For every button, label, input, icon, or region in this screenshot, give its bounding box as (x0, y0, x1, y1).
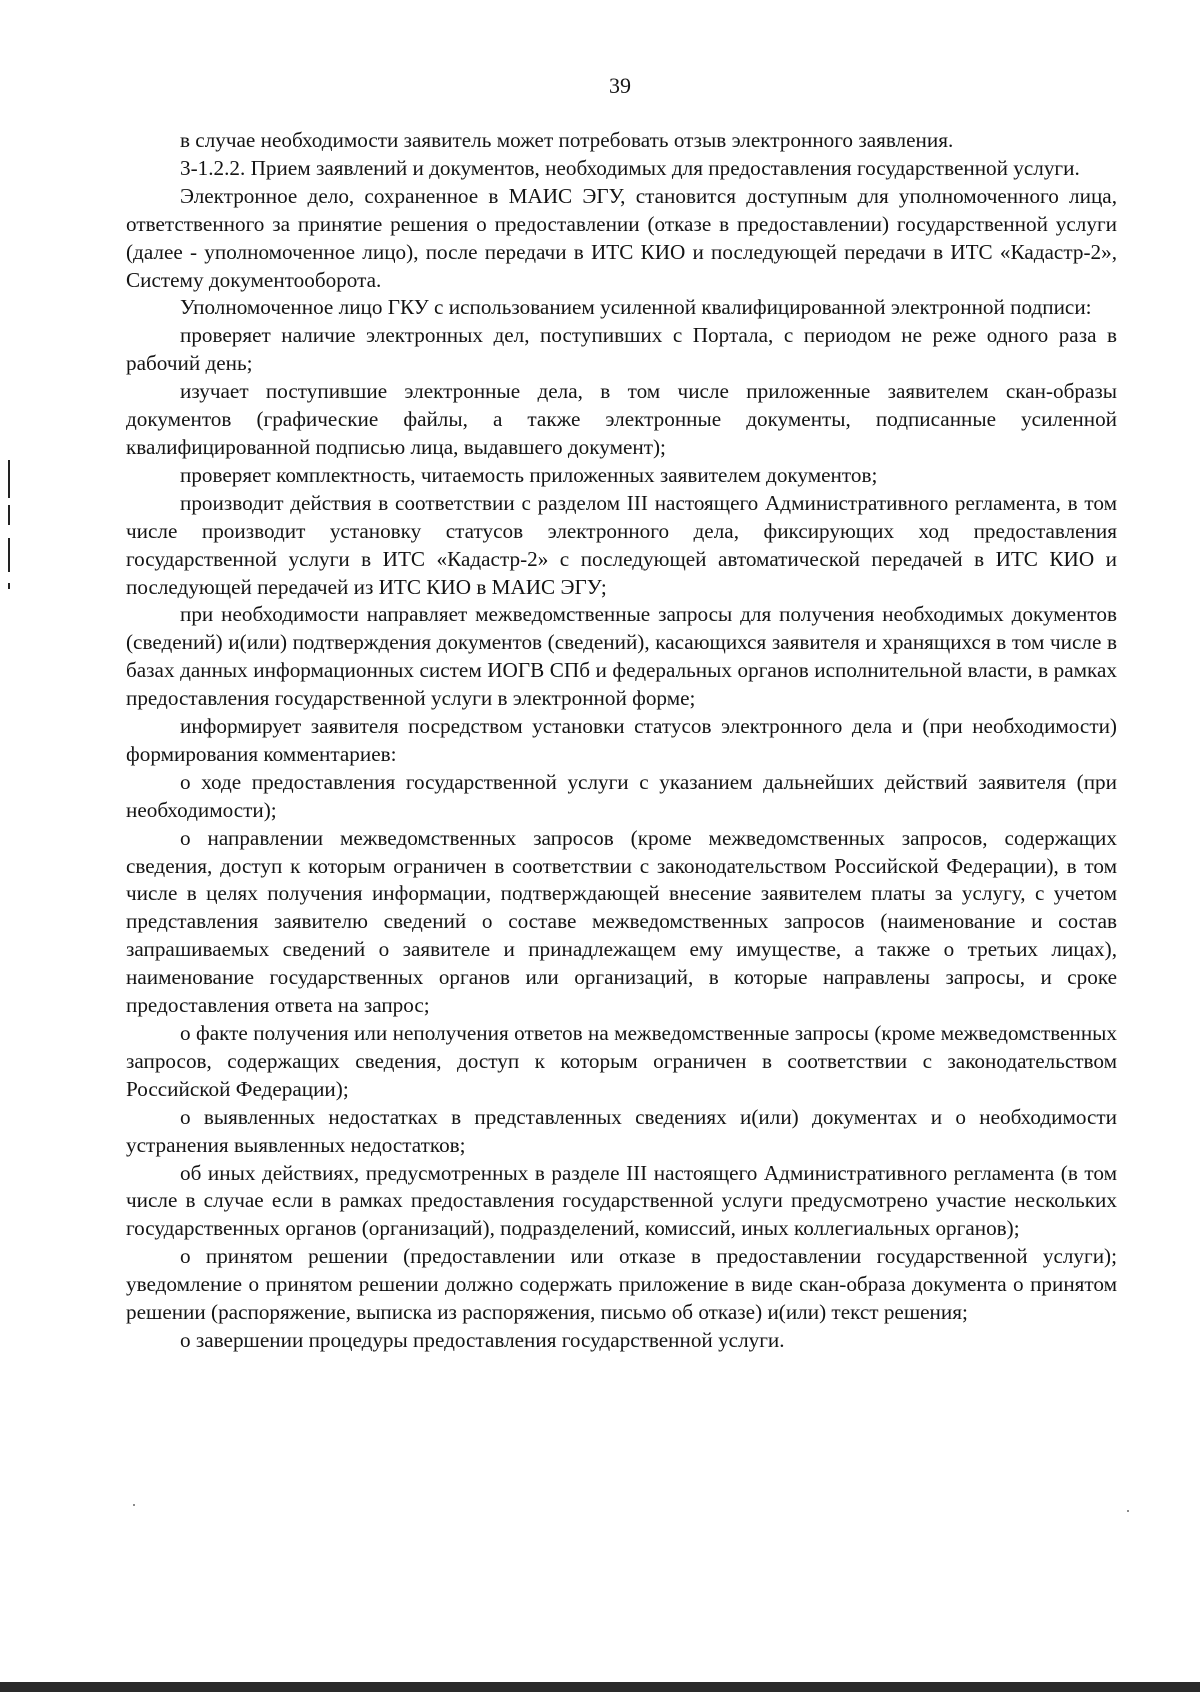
scan-bottom-edge (0, 1682, 1200, 1692)
list-item: изучает поступившие электронные дела, в том числе приложенные заявителем скан-образы документов (графические файлы, а также электронные документы, подписанные усиленной квалифицированной подписью лица, выдавшего документ); (126, 379, 1117, 459)
list-item: производит действия в соответствии с разделом III настоящего Административного регламента, в том числе производит установку статусов электронного дела, фиксирующих ход предоставления государственной услуги в ИТС «Кадастр-2» с последующей автоматической передачей в ИТС КИО и последующей передачей из ИТС КИО в МАИС ЭГУ; (126, 490, 1117, 599)
margin-revision-mark (8, 460, 10, 498)
sub-list-item: о принятом решении (предоставлении или отказе в предоставлении государственной услуги); уведомление о принятом решении должно содержать приложение в виде скан-образа документа о принятом решении (распоряжение, выписка из распоряжения, письмо об отказе) и(или) текст решения; (126, 1244, 1117, 1325)
margin-revision-mark (8, 538, 10, 572)
sub-list-item: о направлении межведомственных запросов (кроме межведомственных запросов, содержащих сведения, доступ к которым ограничен в соответствии с законодательством Российской Федерации), в том числе в целях получения информации, подтверждающей внесение заявителем платы за услугу, с учетом представления заявителю сведений о составе межведомственных запросов (наименование и состав запрашиваемых сведений о заявителе и принадлежащем ему имуществе, а также о третьих лицах), наименование государственных органов или организаций, в которые направлены запросы, и сроке предоставления ответа на запрос; (126, 825, 1117, 1018)
scan-speck (133, 1504, 135, 1506)
list-item: при необходимости направляет межведомственные запросы для получения необходимых документов (сведений) и(или) подтверждения документов (сведений), касающихся заявителя и хранящихся в том числе в базах данных информационных систем ИОГВ СПб и федеральных органов исполнительной власти, в рамках предоставления государственной услуги в электронной форме; (126, 602, 1117, 711)
section-heading: 3-1.2.2. Прием заявлений и документов, необходимых для предоставления государственной услуги. (180, 155, 1080, 180)
sub-list-item: о выявленных недостатках в представленных сведениях и(или) документах и о необходимости устранения выявленных недостатков; (126, 1104, 1117, 1157)
margin-revision-mark (8, 505, 10, 525)
paragraph: в случае необходимости заявитель может потребовать отзыв электронного заявления. (180, 128, 954, 152)
page-number: 39 (609, 73, 631, 98)
margin-revision-mark (8, 583, 10, 589)
sub-list-item: о ходе предоставления государственной услуги с указанием дальнейших действий заявителя (при необходимости); (126, 769, 1117, 822)
paragraph: Электронное дело, сохраненное в МАИС ЭГУ, становится доступным для уполномоченного лица, ответственного за принятие решения о предоставлении (отказе в предоставлении) государственной услуги (далее - уполномоченное лицо), после передачи в ИТС КИО и последующей передачи в ИТС «Кадастр-2», Систему документооборота. (126, 183, 1117, 292)
sub-list-item: об иных действиях, предусмотренных в разделе III настоящего Административного регламента (в том числе в случае если в рамках предоставления государственной услуги предусмотрено участие нескольких государственных органов (организаций), подразделений, комиссий, иных коллегиальных органов); (126, 1160, 1117, 1241)
document-body (126, 127, 1117, 1355)
sub-list-item: о завершении процедуры предоставления государственной услуги. (180, 1327, 785, 1352)
paragraph: Уполномоченное лицо ГКУ с использованием усиленной квалифицированной электронной подписи: (180, 295, 1092, 320)
list-item: проверяет наличие электронных дел, поступивших с Портала, с периодом не реже одного раза в рабочий день; (126, 323, 1117, 376)
sub-list-item: о факте получения или неполучения ответов на межведомственные запросы (кроме межведомственных запросов, содержащих сведения, доступ к которым ограничен в соответствии с законодательством Российской Федерации); (126, 1021, 1117, 1101)
list-item: проверяет комплектность, читаемость приложенных заявителем документов; (180, 462, 878, 487)
list-item: информирует заявителя посредством установки статусов электронного дела и (при необходимости) формирования комментариев: (126, 714, 1117, 766)
scan-speck (1127, 1510, 1129, 1512)
